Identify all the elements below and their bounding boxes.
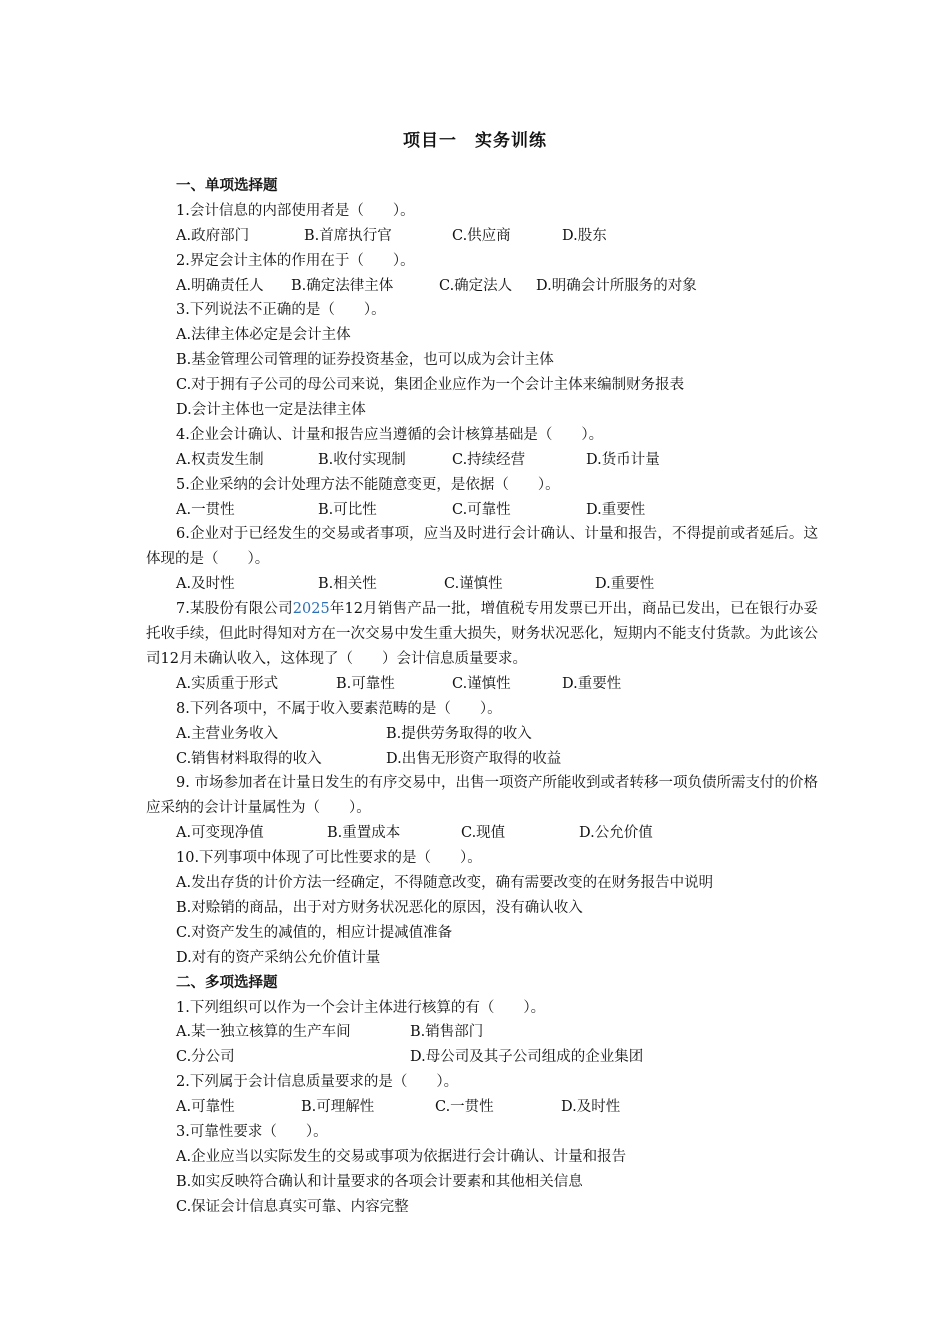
option: C.对于拥有子公司的母公司来说，集团企业应作为一个会计主体来编制财务报表 bbox=[176, 377, 685, 394]
option: A.权责发生制 bbox=[176, 451, 264, 468]
question-stem: 10.下列事项中体现了可比性要求的是（ ）。 bbox=[176, 850, 482, 867]
option: B.对赊销的商品，出于对方财务状况恶化的原因，没有确认收入 bbox=[176, 899, 583, 916]
question-stem: 5.企业采纳的会计处理方法不能随意变更，是依据（ ）。 bbox=[176, 476, 560, 493]
option: B.首席执行官 bbox=[304, 227, 392, 244]
option-row bbox=[146, 1020, 818, 1045]
option: A.明确责任人 bbox=[176, 277, 264, 294]
option: D.重要性 bbox=[562, 675, 622, 692]
option: A.政府部门 bbox=[176, 227, 250, 244]
option: A.可靠性 bbox=[176, 1099, 235, 1116]
question-stem: 1.会计信息的内部使用者是（ ）。 bbox=[176, 202, 415, 219]
option: C.对资产发生的减值的，相应计提减值准备 bbox=[176, 924, 453, 941]
option: A.一贯性 bbox=[176, 501, 235, 518]
option: C.销售材料取得的收入 bbox=[176, 750, 322, 767]
option: C.保证会计信息真实可靠、内容完整 bbox=[176, 1198, 409, 1215]
option: D.股东 bbox=[562, 227, 607, 244]
question-stem: 3.可靠性要求（ ）。 bbox=[176, 1123, 328, 1140]
option-row bbox=[146, 821, 818, 846]
option: D.重要性 bbox=[586, 501, 646, 518]
option: C.供应商 bbox=[452, 227, 511, 244]
option: A.企业应当以实际发生的交易或事项为依据进行会计确认、计量和报告 bbox=[176, 1148, 627, 1165]
option: B.提供劳务取得的收入 bbox=[386, 725, 532, 742]
document-body bbox=[146, 174, 818, 1220]
question-stem-text: 7.某股份有限公司 bbox=[176, 601, 293, 618]
option: C.可靠性 bbox=[452, 501, 511, 518]
option: B.如实反映符合确认和计量要求的各项会计要素和其他相关信息 bbox=[176, 1173, 583, 1190]
question-stem bbox=[146, 597, 818, 672]
question-stem: 2.界定会计主体的作用在于（ ）。 bbox=[176, 252, 415, 269]
option-row bbox=[146, 1095, 818, 1120]
option: B.收付实现制 bbox=[318, 451, 406, 468]
option: C.确定法人 bbox=[439, 277, 513, 294]
question-stem: 6.企业对于已经发生的交易或者事项，应当及时进行会计确认、计量和报告，不得提前或者延后。这体现的是（ ）。 bbox=[146, 526, 818, 568]
option-row bbox=[146, 448, 818, 473]
option-row bbox=[146, 274, 818, 299]
option: C.持续经营 bbox=[452, 451, 526, 468]
question-stem: 1.下列组织可以作为一个会计主体进行核算的有（ ）。 bbox=[176, 999, 546, 1016]
option: C.谨慎性 bbox=[444, 576, 503, 593]
option: D.重要性 bbox=[595, 576, 655, 593]
option: B.重置成本 bbox=[327, 825, 401, 842]
section-heading-multiple-choice: 二、多项选择题 bbox=[176, 974, 278, 991]
option: D.会计主体也一定是法律主体 bbox=[176, 402, 366, 419]
option: B.相关性 bbox=[318, 576, 377, 593]
option-row bbox=[146, 224, 818, 249]
option: D.母公司及其子公司组成的企业集团 bbox=[410, 1049, 644, 1066]
option-row bbox=[146, 1045, 818, 1070]
option: D.公允价值 bbox=[579, 825, 653, 842]
question-stem: 2.下列属于会计信息质量要求的是（ ）。 bbox=[176, 1074, 459, 1091]
option-row bbox=[146, 747, 818, 772]
option: A.实质重于形式 bbox=[176, 675, 279, 692]
option-row bbox=[146, 672, 818, 697]
year-text: 2025 bbox=[292, 601, 330, 618]
option: D.货币计量 bbox=[586, 451, 660, 468]
option: B.销售部门 bbox=[410, 1024, 484, 1041]
question-stem: 4.企业会计确认、计量和报告应当遵循的会计核算基础是（ ）。 bbox=[176, 426, 604, 443]
page-title: 项目一 实务训练 bbox=[403, 131, 547, 151]
option: C.现值 bbox=[461, 825, 506, 842]
option: B.可理解性 bbox=[301, 1099, 375, 1116]
option: D.及时性 bbox=[561, 1099, 621, 1116]
option-row bbox=[146, 572, 818, 597]
option: A.及时性 bbox=[176, 576, 235, 593]
option: A.可变现净值 bbox=[176, 825, 264, 842]
option: A.某一独立核算的生产车间 bbox=[176, 1024, 351, 1041]
option: C.谨慎性 bbox=[452, 675, 511, 692]
section-heading-single-choice: 一、单项选择题 bbox=[176, 178, 278, 194]
option: D.对有的资产采纳公允价值计量 bbox=[176, 949, 381, 966]
question-stem-text: 年12月销售产品一批，增值税专用发票已开出，商品已发出，已在银行办妥托收手续，但此时得知对方在一次交易中发生重大损失，财务状况恶化，短期内不能支付货款。为此该公司12月未确认收入，这体现了（ ）会计信息质量要求。 bbox=[146, 601, 818, 667]
option: B.可靠性 bbox=[336, 675, 395, 692]
option: B.确定法律主体 bbox=[291, 277, 394, 294]
question-stem: 3.下列说法不正确的是（ ）。 bbox=[176, 302, 386, 319]
option: C.分公司 bbox=[176, 1049, 235, 1066]
option: C.一贯性 bbox=[435, 1099, 494, 1116]
option: B.基金管理公司管理的证券投资基金，也可以成为会计主体 bbox=[176, 352, 554, 369]
option: D.出售无形资产取得的收益 bbox=[386, 750, 562, 767]
option: A.主营业务收入 bbox=[176, 725, 279, 742]
option: A.发出存货的计价方法一经确定，不得随意改变，确有需要改变的在财务报告中说明 bbox=[176, 875, 714, 892]
option: D.明确会计所服务的对象 bbox=[536, 277, 697, 294]
option: A.法律主体必定是会计主体 bbox=[176, 327, 351, 344]
question-stem: 8.下列各项中，不属于收入要素范畴的是（ ）。 bbox=[176, 700, 502, 717]
option-row bbox=[146, 722, 818, 747]
option-row bbox=[146, 498, 818, 523]
option: B.可比性 bbox=[318, 501, 377, 518]
question-stem: 9. 市场参加者在计量日发生的有序交易中，出售一项资产所能收到或者转移一项负债所需支付的价格应采纳的会计计量属性为（ ）。 bbox=[146, 775, 818, 817]
